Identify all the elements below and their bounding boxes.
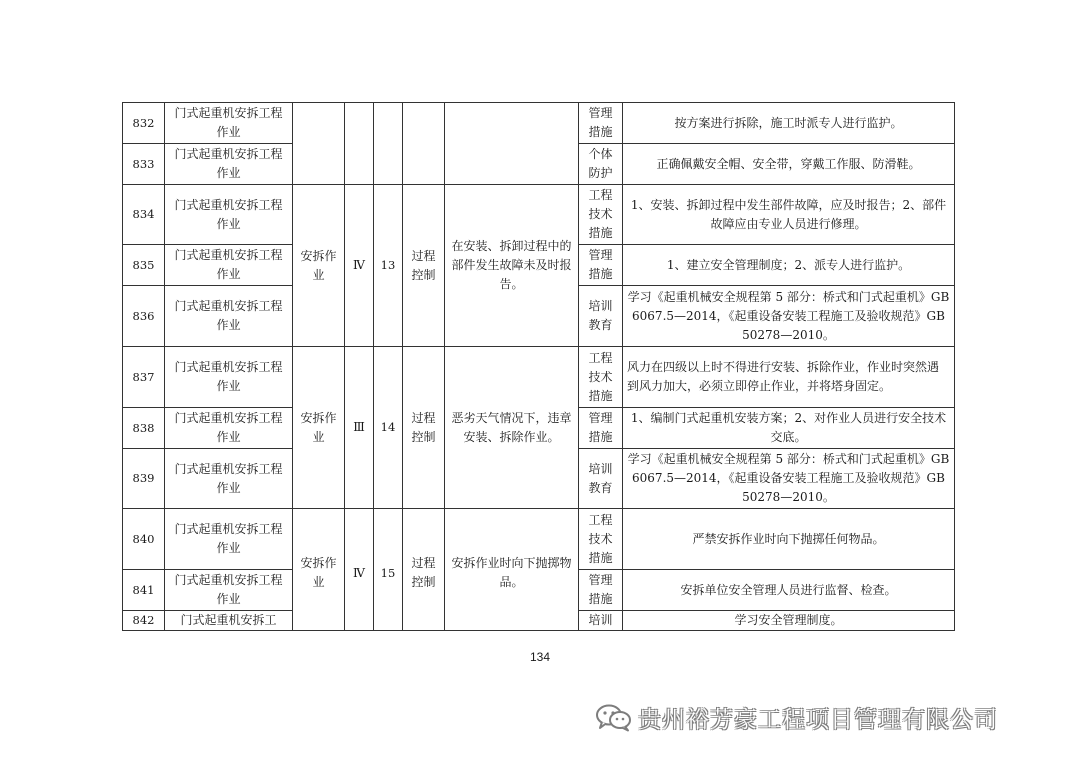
project-name: 门式起重机安拆工程作业 xyxy=(165,509,293,570)
seq-cell: 15 xyxy=(374,509,403,631)
measure-type: 个体防护 xyxy=(579,144,623,185)
measure-text: 按方案进行拆除，施工时派专人进行监护。 xyxy=(623,103,955,144)
measure-type: 管理措施 xyxy=(579,570,623,611)
seq-cell xyxy=(374,103,403,185)
table-row xyxy=(123,509,955,570)
hazard-cell xyxy=(445,103,579,185)
measure-type: 工程技术措施 xyxy=(579,185,623,245)
wechat-icon xyxy=(594,702,634,732)
seq-cell: 13 xyxy=(374,185,403,347)
row-number: 837 xyxy=(123,347,165,408)
level-cell: Ⅲ xyxy=(345,347,374,509)
measure-text: 学习《起重机械安全规程第 5 部分：桥式和门式起重机》GB 6067.5—2014，《起重设备安装工程施工及验收规范》GB 50278—2010。 xyxy=(623,449,955,509)
row-number: 834 xyxy=(123,185,165,245)
row-number: 835 xyxy=(123,245,165,286)
row-number: 836 xyxy=(123,286,165,347)
measure-text: 学习安全管理制度。 xyxy=(623,611,955,631)
row-number: 842 xyxy=(123,611,165,631)
project-name: 门式起重机安拆工 xyxy=(165,611,293,631)
watermark xyxy=(594,700,998,734)
project-name: 门式起重机安拆工程作业 xyxy=(165,570,293,611)
activity-cell: 安拆作业 xyxy=(293,347,345,509)
row-number: 839 xyxy=(123,449,165,509)
measure-text: 1、编制门式起重机安装方案；2、对作业人员进行安全技术交底。 xyxy=(623,408,955,449)
level-cell: Ⅳ xyxy=(345,509,374,631)
project-name: 门式起重机安拆工程作业 xyxy=(165,408,293,449)
stage-cell: 过程控制 xyxy=(403,185,445,347)
activity-cell: 安拆作业 xyxy=(293,185,345,347)
project-name: 门式起重机安拆工程作业 xyxy=(165,245,293,286)
project-name: 门式起重机安拆工程作业 xyxy=(165,347,293,408)
measure-text: 1、建立安全管理制度；2、派专人进行监护。 xyxy=(623,245,955,286)
table-row xyxy=(123,103,955,144)
measure-text: 严禁安拆作业时向下抛掷任何物品。 xyxy=(623,509,955,570)
measure-text: 正确佩戴安全帽、安全带，穿戴工作服、防滑鞋。 xyxy=(623,144,955,185)
hazard-cell: 恶劣天气情况下，违章安装、拆除作业。 xyxy=(445,347,579,509)
risk-control-table xyxy=(122,102,955,631)
hazard-cell: 在安装、拆卸过程中的部件发生故障未及时报告。 xyxy=(445,185,579,347)
seq-cell: 14 xyxy=(374,347,403,509)
row-number: 840 xyxy=(123,509,165,570)
level-cell: Ⅳ xyxy=(345,185,374,347)
measure-type: 管理措施 xyxy=(579,408,623,449)
page-number: 134 xyxy=(529,650,551,664)
stage-cell: 过程控制 xyxy=(403,347,445,509)
watermark-text: 贵州裕芳豪工程项目管理有限公司 xyxy=(638,706,998,733)
project-name: 门式起重机安拆工程作业 xyxy=(165,449,293,509)
measure-type: 管理措施 xyxy=(579,245,623,286)
activity-cell xyxy=(293,103,345,185)
row-number: 833 xyxy=(123,144,165,185)
measure-type: 培训教育 xyxy=(579,286,623,347)
measure-type: 管理措施 xyxy=(579,103,623,144)
activity-cell: 安拆作业 xyxy=(293,509,345,631)
measure-type: 培训 xyxy=(579,611,623,631)
project-name: 门式起重机安拆工程作业 xyxy=(165,286,293,347)
measure-type: 工程技术措施 xyxy=(579,347,623,408)
row-number: 841 xyxy=(123,570,165,611)
row-number: 832 xyxy=(123,103,165,144)
hazard-cell: 安拆作业时向下抛掷物品。 xyxy=(445,509,579,631)
project-name: 门式起重机安拆工程作业 xyxy=(165,103,293,144)
row-number: 838 xyxy=(123,408,165,449)
measure-type: 培训教育 xyxy=(579,449,623,509)
measure-text: 风力在四级以上时不得进行安装、拆除作业，作业时突然遇到风力加大，必须立即停止作业，并将塔身固定。 xyxy=(623,347,955,408)
stage-cell xyxy=(403,103,445,185)
measure-text: 1、安装、拆卸过程中发生部件故障，应及时报告；2、部件故障应由专业人员进行修理。 xyxy=(623,185,955,245)
level-cell xyxy=(345,103,374,185)
measure-text: 学习《起重机械安全规程第 5 部分：桥式和门式起重机》GB 6067.5—2014，《起重设备安装工程施工及验收规范》GB 50278—2010。 xyxy=(623,286,955,347)
project-name: 门式起重机安拆工程作业 xyxy=(165,144,293,185)
measure-text: 安拆单位安全管理人员进行监督、检查。 xyxy=(623,570,955,611)
stage-cell: 过程控制 xyxy=(403,509,445,631)
table-row xyxy=(123,185,955,245)
table-row xyxy=(123,347,955,408)
measure-type: 工程技术措施 xyxy=(579,509,623,570)
project-name: 门式起重机安拆工程作业 xyxy=(165,185,293,245)
